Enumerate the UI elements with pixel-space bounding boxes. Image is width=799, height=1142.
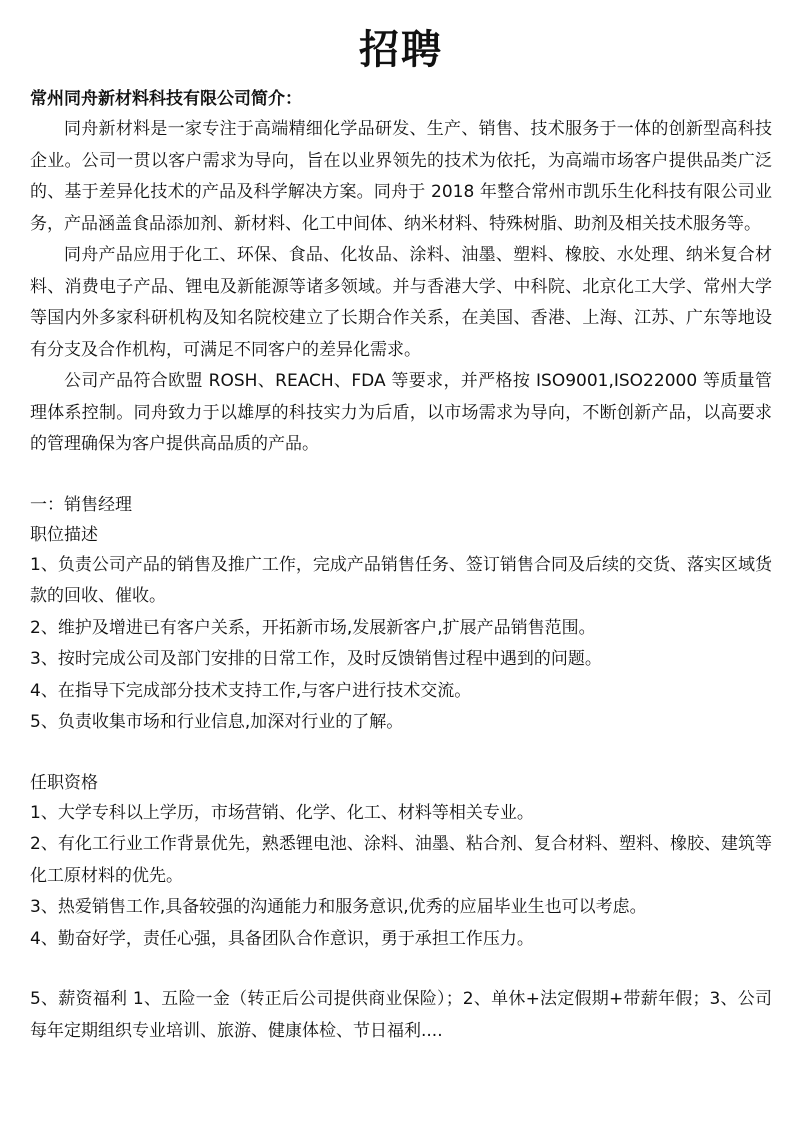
job-description-heading: 职位描述 bbox=[30, 524, 98, 545]
requirements-heading: 任职资格 bbox=[30, 772, 98, 793]
page-title: 招聘 bbox=[359, 27, 443, 73]
requirement-item: 4、勤奋好学，责任心强，具备团队合作意识，勇于承担工作压力。 bbox=[30, 928, 534, 949]
document-page bbox=[30, 0, 772, 1064]
spacer bbox=[30, 739, 772, 768]
company-intro-paragraph-2: 同舟产品应用于化工、环保、食品、化妆品、涂料、油墨、塑料、橡胶、水处理、纳米复合材料、消费电子产品、锂电及新能源等诸多领域。并与香港大学、中科院、北京化工大学、常州大学等国内外多家科研机构及知名院校建立了长期合作关系，在美国、香港、上海、江苏、广东等地设有分支及合作机构，可满足不同客户的差异化需求。 bbox=[30, 245, 772, 360]
job-description-item: 4、在指导下完成部分技术支持工作,与客户进行技术交流。 bbox=[30, 680, 472, 701]
company-intro-paragraph-1: 同舟新材料是一家专注于高端精细化学品研发、生产、销售、技术服务于一体的创新型高科技企业。公司一贯以客户需求为导向，旨在以业界领先的技术为依托，为高端市场客户提供品类广泛的、基于差异化技术的产品及科学解决方案。同舟于 2018 年整合常州市凯乐生化科技有限公司业务，产品涵盖食品添加剂、新材料、化工中间体、纳米材料、特殊树脂、助剂及相关技术服务等。 bbox=[30, 119, 772, 234]
job-description-item: 3、按时完成公司及部门安排的日常工作，及时反馈销售过程中遇到的问题。 bbox=[30, 649, 602, 669]
requirement-item: 1、大学专科以上学历，市场营销、化学、化工、材料等相关专业。 bbox=[30, 802, 534, 823]
requirement-item: 2、有化工行业工作背景优先，熟悉锂电池、涂料、油墨、粘合剂、复合材料、塑料、橡胶、建筑等化工原材料的优先。 bbox=[30, 834, 772, 886]
benefits-text: 5、薪资福利 1、五险一金（转正后公司提供商业保险）；2、单休+法定假期+带薪年假；3、公司每年定期组织专业培训、旅游、健康体检、节日福利.... bbox=[30, 989, 772, 1041]
company-intro-paragraph-3: 公司产品符合欧盟 ROSH、REACH、FDA 等要求，并严格按 ISO9001,ISO22000 等质量管理体系控制。同舟致力于以雄厚的科技实力为后盾，以市场需求为导向，不断创新产品，以高要求的管理确保为客户提供高品质的产品。 bbox=[30, 371, 772, 454]
requirement-item: 3、热爱销售工作,具备较强的沟通能力和服务意识,优秀的应届毕业生也可以考虑。 bbox=[30, 897, 647, 917]
company-intro-heading: 常州同舟新材料科技有限公司简介： bbox=[30, 89, 302, 109]
position-title: 一：销售经理 bbox=[30, 494, 132, 515]
job-description-item: 2、维护及增进已有客户关系，开拓新市场,发展新客户,扩展产品销售范围。 bbox=[30, 617, 596, 638]
job-description-item: 1、负责公司产品的销售及推广工作，完成产品销售任务、签订销售合同及后续的交货、落实区域货款的回收、催收。 bbox=[30, 554, 772, 606]
job-description-item: 5、负责收集市场和行业信息,加深对行业的了解。 bbox=[30, 712, 404, 732]
